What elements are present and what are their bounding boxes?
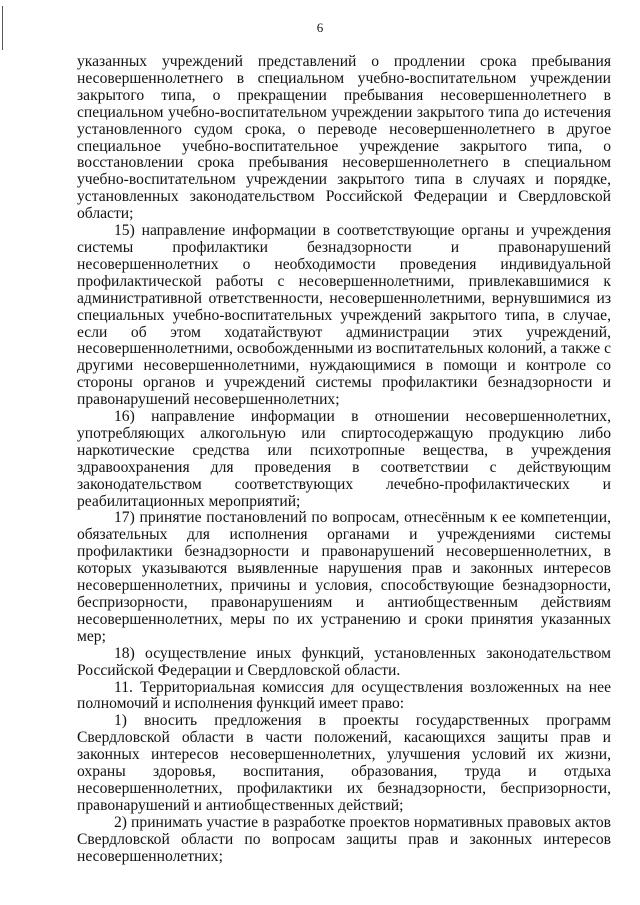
paragraph-item-16: 16) направление информации в отношении несовершеннолетних, употребляющих алкогольную или спиртосодержащую продукцию либо наркотические средства или психотропные вещества, в учреждения здравоохранения для проведения в соответствии с действующим законодательством соответствующих лечебно-профилактических и реабилитационных мероприятий; <box>77 408 611 510</box>
document-body <box>77 54 611 866</box>
paragraph-section-11: 11. Территориальная комиссия для осуществления возложенных на нее полномочий и исполнения функций имеет право: <box>77 678 611 713</box>
paragraph-item-15: 15) направление информации в соответствующие органы и учреждения системы профилактики безнадзорности и правонарушений несовершеннолетних о необходимости проведения индивидуальной профилактической работы с несовершеннолетними, привлекавшимися к административной ответственности, несовершеннолетними, вернувшимися из специальных учебно-воспитательных учреждений закрытого типа, в случае, если об этом ходатайствуют администрации этих учреждений, несовершеннолетними, освобожденными из воспитательных колоний, а также с другими несовершеннолетними, нуждающимися в помощи и контроле со стороны органов и учреждений системы профилактики безнадзорности и правонарушений несовершеннолетних; <box>77 222 611 409</box>
paragraph-right-1: 1) вносить предложения в проекты государственных программ Свердловской области в части положений, касающихся защиты прав и законных интересов несовершеннолетних, улучшения условий их жизни, охраны здоровья, воспитания, образования, труда и отдыха несовершеннолетних, профилактики их безнадзорности, беспризорности, правонарушений и антиобщественных действий; <box>77 712 611 814</box>
paragraph-item-18: 18) осуществление иных функций, установленных законодательством Российской Федерации и Свердловской области. <box>77 644 611 679</box>
paragraph-item-17: 17) принятие постановлений по вопросам, отнесённым к ее компетенции, обязательных для исполнения органами и учреждениями системы профилактики безнадзорности и правонарушений несовершеннолетних, в которых указываются выявленные нарушения прав и законных интересов несовершеннолетних, причины и условия, способствующие безнадзорности, беспризорности, правонарушениям и антиобщественным действиям несовершеннолетних, меры по их устранению и сроки принятия указанных мер; <box>77 509 611 645</box>
paragraph-continuation: указанных учреждений представлений о продлении срока пребывания несовершеннолетнего в специальном учебно-воспитательном учреждении закрытого типа, о прекращении пребывания несовершеннолетнего в специальном учебно-воспитательном учреждении закрытого типа до истечения установленного судом срока, о переводе несовершеннолетнего в другое специальное учебно-воспитательное учреждение закрытого типа, о восстановлении срока пребывания несовершеннолетнего в специальном учебно-воспитательном учреждении закрытого типа в случаях и порядке, установленных законодательством Российской Федерации и Свердловской области; <box>77 53 611 223</box>
page-number: 6 <box>316 20 324 35</box>
paragraph-right-2: 2) принимать участие в разработке проектов нормативных правовых актов Свердловской области по вопросам защиты прав и законных интересов несовершеннолетних; <box>77 813 611 865</box>
